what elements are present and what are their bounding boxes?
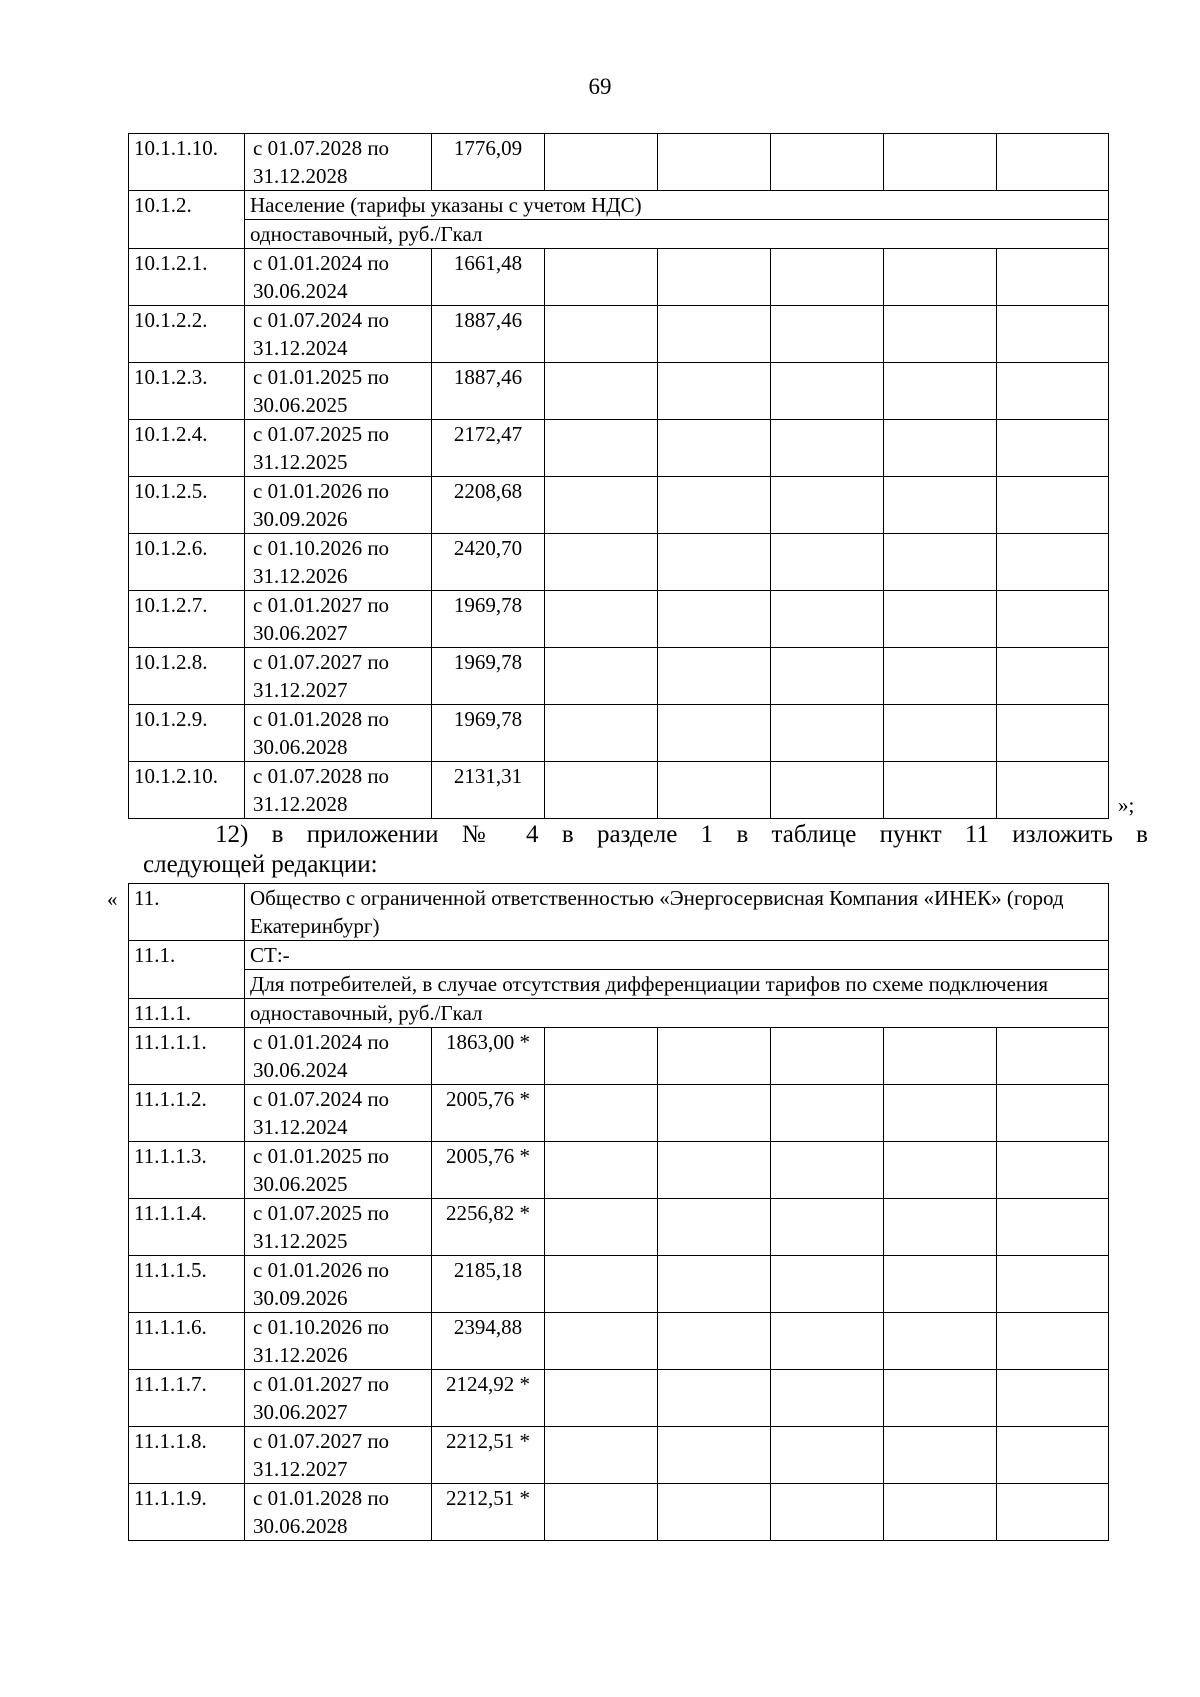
table-row — [129, 648, 1109, 705]
row-number: 10.1.2.7. — [129, 591, 245, 648]
table-row — [129, 762, 1109, 819]
subsection-label: одноставочный, руб./Гкал — [245, 999, 1109, 1028]
period-cell — [245, 1028, 432, 1085]
period-start: с 01.10.2026 по — [253, 536, 390, 560]
empty-cell — [771, 648, 884, 705]
empty-cell — [771, 1028, 884, 1085]
empty-cell — [997, 477, 1109, 534]
period-end: 31.12.2025 — [253, 450, 348, 474]
group-row — [129, 941, 1109, 970]
opening-quote: « — [107, 887, 118, 911]
period-cell — [245, 1142, 432, 1199]
empty-cell — [771, 762, 884, 819]
table-row — [129, 477, 1109, 534]
period-start: с 01.07.2024 по — [253, 1087, 390, 1111]
empty-cell — [658, 591, 771, 648]
period-cell — [245, 534, 432, 591]
period-cell — [245, 134, 432, 191]
period-end: 31.12.2025 — [253, 1229, 348, 1253]
empty-cell — [658, 648, 771, 705]
empty-cell — [997, 534, 1109, 591]
period-cell — [245, 477, 432, 534]
table-row — [129, 1256, 1109, 1313]
table-row — [129, 1199, 1109, 1256]
row-number: 10.1.2. — [129, 191, 245, 249]
empty-cell — [997, 1256, 1109, 1313]
table-row — [129, 1427, 1109, 1484]
empty-cell — [658, 762, 771, 819]
empty-cell — [997, 1313, 1109, 1370]
empty-cell — [884, 648, 997, 705]
empty-cell — [545, 534, 658, 591]
row-number: 10.1.1.10. — [129, 134, 245, 191]
period-cell — [245, 1370, 432, 1427]
empty-cell — [658, 534, 771, 591]
row-number: 11.1.1.5. — [129, 1256, 245, 1313]
period-end: 30.06.2027 — [253, 1400, 348, 1424]
table-row — [129, 1028, 1109, 1085]
empty-cell — [884, 420, 997, 477]
period-cell — [245, 1484, 432, 1541]
period-end: 30.06.2028 — [253, 735, 348, 759]
period-cell — [245, 420, 432, 477]
period-cell — [245, 648, 432, 705]
empty-cell — [884, 705, 997, 762]
empty-cell — [658, 249, 771, 306]
table-row — [129, 249, 1109, 306]
empty-cell — [545, 1313, 658, 1370]
tariff-value: 2185,18 — [432, 1256, 545, 1313]
empty-cell — [997, 420, 1109, 477]
row-number: 10.1.2.3. — [129, 363, 245, 420]
period-end: 31.12.2026 — [253, 1343, 348, 1367]
period-start: с 01.01.2024 по — [253, 251, 390, 275]
empty-cell — [997, 591, 1109, 648]
period-start: с 01.07.2028 по — [253, 136, 390, 160]
empty-cell — [545, 363, 658, 420]
empty-cell — [658, 705, 771, 762]
empty-cell — [771, 420, 884, 477]
tariff-value: 2420,70 — [432, 534, 545, 591]
period-end: 30.09.2026 — [253, 1286, 348, 1310]
period-start: с 01.07.2027 по — [253, 650, 390, 674]
table-row — [129, 1142, 1109, 1199]
empty-cell — [771, 477, 884, 534]
period-cell — [245, 1199, 432, 1256]
amendment-text-line2: следующей редакции: — [143, 851, 378, 878]
tariff-value: 1969,78 — [432, 648, 545, 705]
empty-cell — [997, 1028, 1109, 1085]
empty-cell — [997, 134, 1109, 191]
row-number: 11.1.1.7. — [129, 1370, 245, 1427]
row-number: 11.1.1.1. — [129, 1028, 245, 1085]
period-start: с 01.01.2026 по — [253, 1258, 390, 1282]
amendment-text-line1: 12) в приложении № 4 в разделе 1 в таблице пункт 11 изложить в — [215, 821, 1148, 848]
table-row — [129, 705, 1109, 762]
table-row — [129, 363, 1109, 420]
period-cell — [245, 1085, 432, 1142]
period-cell — [245, 591, 432, 648]
period-start: с 01.01.2027 по — [253, 593, 390, 617]
empty-cell — [997, 1199, 1109, 1256]
empty-cell — [884, 1370, 997, 1427]
empty-cell — [771, 705, 884, 762]
empty-cell — [545, 762, 658, 819]
group-label: СТ:- — [245, 941, 1109, 970]
empty-cell — [884, 1028, 997, 1085]
tariff-value: 2208,68 — [432, 477, 545, 534]
tariff-value: 2212,51 * — [432, 1484, 545, 1541]
empty-cell — [997, 648, 1109, 705]
period-start: с 01.10.2026 по — [253, 1315, 390, 1339]
tariff-value: 2172,47 — [432, 420, 545, 477]
row-number: 11.1.1. — [129, 999, 245, 1028]
period-end: 31.12.2024 — [253, 1115, 348, 1139]
group-label: Население (тарифы указаны с учетом НДС) — [245, 191, 1109, 220]
empty-cell — [884, 591, 997, 648]
period-end: 31.12.2028 — [253, 164, 348, 188]
page-number: 69 — [588, 74, 612, 99]
empty-cell — [545, 420, 658, 477]
period-start: с 01.07.2027 по — [253, 1429, 390, 1453]
empty-cell — [658, 477, 771, 534]
period-end: 31.12.2027 — [253, 1457, 348, 1481]
empty-cell — [545, 1484, 658, 1541]
tariff-value: 1969,78 — [432, 705, 545, 762]
empty-cell — [997, 363, 1109, 420]
empty-cell — [997, 705, 1109, 762]
empty-cell — [545, 134, 658, 191]
organization-name: Общество с ограниченной ответственностью «Энергосервисная Компания «ИНЕК» (город Екатеринбург) — [245, 884, 1109, 941]
empty-cell — [771, 1256, 884, 1313]
period-cell — [245, 705, 432, 762]
tariff-table-10 — [128, 133, 1109, 819]
empty-cell — [771, 591, 884, 648]
table-row — [129, 306, 1109, 363]
tariff-value: 1661,48 — [432, 249, 545, 306]
empty-cell — [884, 134, 997, 191]
empty-cell — [658, 363, 771, 420]
empty-cell — [545, 648, 658, 705]
tariff-value: 1863,00 * — [432, 1028, 545, 1085]
empty-cell — [545, 249, 658, 306]
period-end: 30.06.2025 — [253, 1172, 348, 1196]
tariff-value: 2124,92 * — [432, 1370, 545, 1427]
empty-cell — [884, 1427, 997, 1484]
empty-cell — [658, 1313, 771, 1370]
period-cell — [245, 363, 432, 420]
empty-cell — [997, 1085, 1109, 1142]
row-number: 11.1.1.2. — [129, 1085, 245, 1142]
empty-cell — [658, 1028, 771, 1085]
empty-cell — [997, 1370, 1109, 1427]
empty-cell — [997, 306, 1109, 363]
tariff-value: 2394,88 — [432, 1313, 545, 1370]
period-end: 30.06.2027 — [253, 621, 348, 645]
period-end: 31.12.2028 — [253, 792, 348, 816]
empty-cell — [884, 306, 997, 363]
period-end: 31.12.2027 — [253, 678, 348, 702]
empty-cell — [884, 249, 997, 306]
row-number: 11.1. — [129, 941, 245, 999]
period-cell — [245, 306, 432, 363]
row-number: 11.1.1.9. — [129, 1484, 245, 1541]
period-cell — [245, 249, 432, 306]
empty-cell — [771, 134, 884, 191]
period-start: с 01.01.2025 по — [253, 1144, 390, 1168]
empty-cell — [771, 1370, 884, 1427]
empty-cell — [997, 1484, 1109, 1541]
period-start: с 01.01.2028 по — [253, 707, 390, 731]
empty-cell — [658, 134, 771, 191]
row-number: 10.1.2.8. — [129, 648, 245, 705]
period-end: 31.12.2024 — [253, 336, 348, 360]
tariff-table-11 — [128, 883, 1109, 1541]
tariff-value: 1887,46 — [432, 363, 545, 420]
period-end: 30.06.2025 — [253, 393, 348, 417]
row-number: 10.1.2.6. — [129, 534, 245, 591]
group-sublabel: Для потребителей, в случае отсутствия дифференциации тарифов по схеме подключения — [245, 970, 1109, 999]
row-number: 11. — [129, 884, 245, 941]
table-row — [129, 1370, 1109, 1427]
row-number: 11.1.1.8. — [129, 1427, 245, 1484]
row-number: 11.1.1.3. — [129, 1142, 245, 1199]
organization-row — [129, 884, 1109, 941]
row-number: 10.1.2.9. — [129, 705, 245, 762]
empty-cell — [545, 306, 658, 363]
empty-cell — [771, 249, 884, 306]
empty-cell — [884, 1199, 997, 1256]
period-start: с 01.01.2027 по — [253, 1372, 390, 1396]
period-start: с 01.01.2028 по — [253, 1486, 390, 1510]
group-subrow — [129, 220, 1109, 249]
empty-cell — [997, 1142, 1109, 1199]
period-start: с 01.01.2025 по — [253, 365, 390, 389]
empty-cell — [884, 1256, 997, 1313]
table-row — [129, 134, 1109, 191]
period-start: с 01.07.2024 по — [253, 308, 390, 332]
empty-cell — [997, 762, 1109, 819]
empty-cell — [545, 1085, 658, 1142]
row-number: 10.1.2.4. — [129, 420, 245, 477]
row-number: 10.1.2.10. — [129, 762, 245, 819]
group-row — [129, 191, 1109, 220]
group-subrow — [129, 970, 1109, 999]
tariff-value: 2005,76 * — [432, 1142, 545, 1199]
tariff-value: 1887,46 — [432, 306, 545, 363]
row-number: 10.1.2.1. — [129, 249, 245, 306]
period-end: 30.06.2028 — [253, 1514, 348, 1538]
period-cell — [245, 1256, 432, 1313]
empty-cell — [771, 363, 884, 420]
row-number: 11.1.1.6. — [129, 1313, 245, 1370]
empty-cell — [658, 1427, 771, 1484]
empty-cell — [545, 591, 658, 648]
table-row — [129, 1484, 1109, 1541]
subsection-row — [129, 999, 1109, 1028]
table-row — [129, 1085, 1109, 1142]
period-start: с 01.07.2025 по — [253, 1201, 390, 1225]
empty-cell — [884, 1142, 997, 1199]
period-start: с 01.01.2024 по — [253, 1030, 390, 1054]
empty-cell — [658, 1370, 771, 1427]
table-row — [129, 591, 1109, 648]
empty-cell — [771, 1313, 884, 1370]
tariff-value: 2256,82 * — [432, 1199, 545, 1256]
empty-cell — [884, 477, 997, 534]
period-cell — [245, 1427, 432, 1484]
period-end: 30.06.2024 — [253, 1058, 348, 1082]
period-end: 30.09.2026 — [253, 507, 348, 531]
empty-cell — [545, 1427, 658, 1484]
empty-cell — [545, 1370, 658, 1427]
empty-cell — [658, 1256, 771, 1313]
group-sublabel: одноставочный, руб./Гкал — [245, 220, 1109, 249]
tariff-value: 2212,51 * — [432, 1427, 545, 1484]
empty-cell — [884, 534, 997, 591]
empty-cell — [997, 1427, 1109, 1484]
tariff-value: 2005,76 * — [432, 1085, 545, 1142]
table-row — [129, 534, 1109, 591]
empty-cell — [771, 534, 884, 591]
empty-cell — [545, 1142, 658, 1199]
row-number: 10.1.2.2. — [129, 306, 245, 363]
empty-cell — [658, 1484, 771, 1541]
empty-cell — [658, 420, 771, 477]
empty-cell — [997, 249, 1109, 306]
period-end: 31.12.2026 — [253, 564, 348, 588]
empty-cell — [771, 1199, 884, 1256]
empty-cell — [545, 1028, 658, 1085]
empty-cell — [658, 1085, 771, 1142]
empty-cell — [884, 1484, 997, 1541]
empty-cell — [545, 1256, 658, 1313]
empty-cell — [658, 1199, 771, 1256]
period-end: 30.06.2024 — [253, 279, 348, 303]
empty-cell — [545, 705, 658, 762]
closing-quote: »; — [1118, 793, 1135, 817]
empty-cell — [545, 1199, 658, 1256]
period-start: с 01.07.2025 по — [253, 422, 390, 446]
row-number: 10.1.2.5. — [129, 477, 245, 534]
table-row — [129, 1313, 1109, 1370]
empty-cell — [771, 1085, 884, 1142]
period-cell — [245, 1313, 432, 1370]
empty-cell — [545, 477, 658, 534]
empty-cell — [771, 1484, 884, 1541]
empty-cell — [658, 306, 771, 363]
empty-cell — [658, 1142, 771, 1199]
empty-cell — [884, 762, 997, 819]
table-row — [129, 420, 1109, 477]
empty-cell — [771, 1142, 884, 1199]
empty-cell — [884, 1313, 997, 1370]
empty-cell — [884, 363, 997, 420]
tariff-value: 2131,31 — [432, 762, 545, 819]
period-cell — [245, 762, 432, 819]
row-number: 11.1.1.4. — [129, 1199, 245, 1256]
period-start: с 01.01.2026 по — [253, 479, 390, 503]
empty-cell — [771, 1427, 884, 1484]
empty-cell — [771, 306, 884, 363]
period-start: с 01.07.2028 по — [253, 764, 390, 788]
tariff-value: 1969,78 — [432, 591, 545, 648]
empty-cell — [884, 1085, 997, 1142]
tariff-value: 1776,09 — [432, 134, 545, 191]
